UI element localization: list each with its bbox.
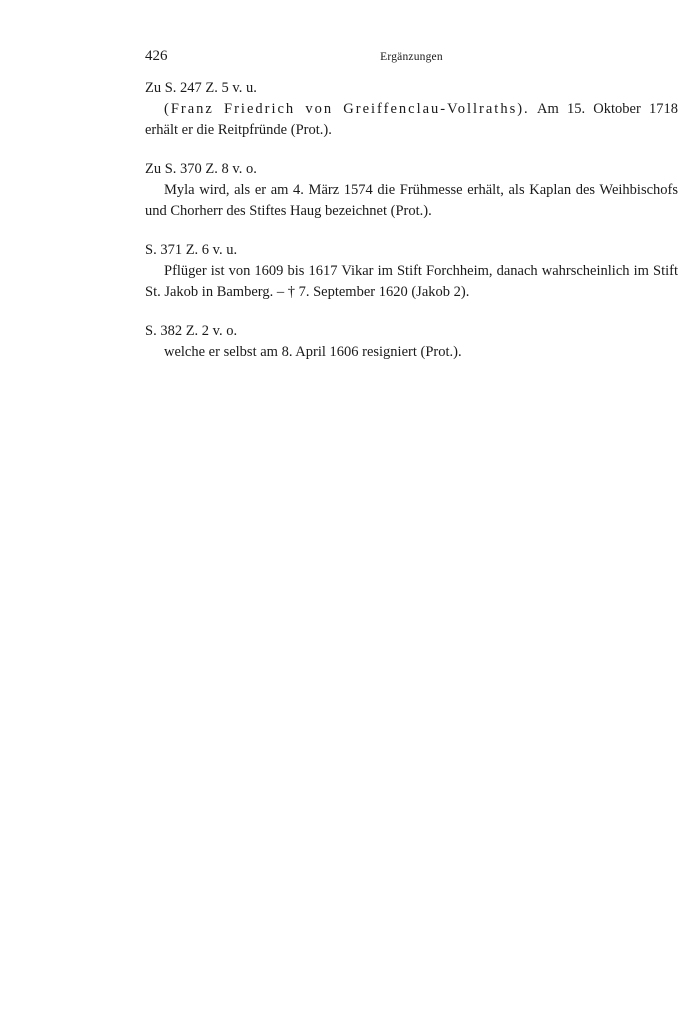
entry-text-rest: Am 15. Oktober 1718 erhält er die Reitpfründe (Prot.). [145,101,678,138]
running-head [145,48,678,70]
entry-text: Myla wird, als er am 4. März 1574 die Frühmesse erhält, als Kaplan des Weihbischofs und Chorherr des Stiftes Haug bezeichnet (Prot.). [145,182,678,219]
entry-reference: S. 382 Z. 2 v. o. [145,323,238,339]
entry-reference: S. 371 Z. 6 v. u. [145,242,238,258]
entry-reference: Zu S. 370 Z. 8 v. o. [145,161,257,177]
entry-reference: Zu S. 247 Z. 5 v. u. [145,80,257,96]
entry [145,240,678,303]
header-title: Ergänzungen [380,51,443,63]
entry-text: welche er selbst am 8. April 1606 resigniert (Prot.). [164,344,462,360]
page-number: 426 [145,48,168,64]
entry-text-spaced: (Franz Friedrich von Greiffenclau-Vollraths). [164,101,530,117]
entry-text [145,99,678,141]
entry [145,321,678,363]
entry [145,78,678,141]
page [145,48,678,381]
entry-text: Pflüger ist von 1609 bis 1617 Vikar im Stift Forchheim, danach wahrscheinlich im Stift St. Jakob in Bamberg. – † 7. September 1620 (Jakob 2). [145,263,678,300]
entry [145,159,678,222]
